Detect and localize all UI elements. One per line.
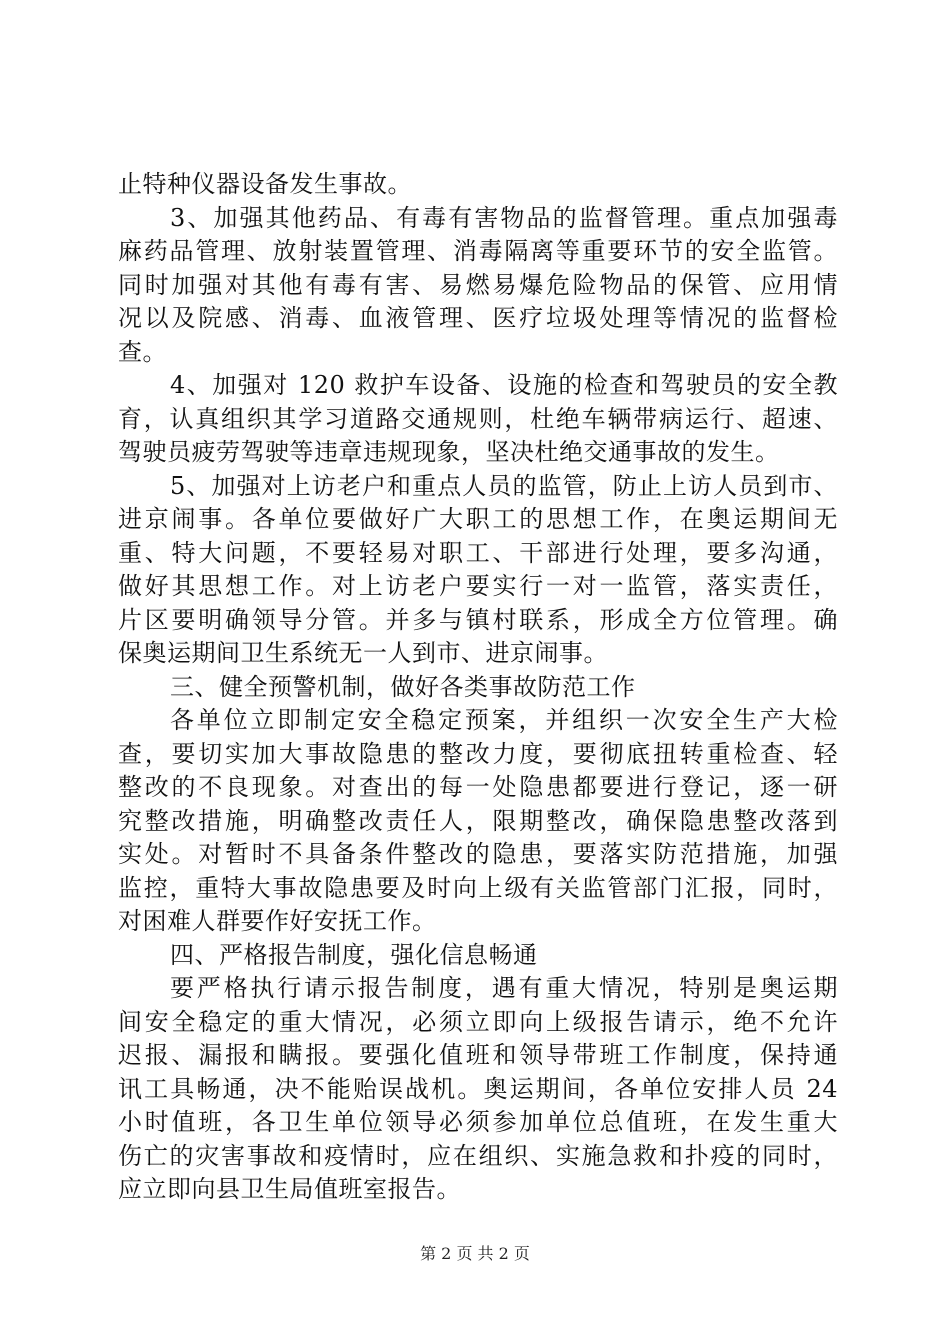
text-line: 四、严格报告制度，强化信息畅通 bbox=[170, 940, 538, 969]
text-line: 讯工具畅通，决不能贻误战机。奥运期间，各单位安排人员 24 bbox=[118, 1074, 838, 1103]
text-line: 各单位立即制定安全稳定预案，并组织一次安全生产大检 bbox=[170, 706, 838, 734]
text-line: 麻药品管理、放射装置管理、消毒隔离等重要环节的安全监管。 bbox=[118, 237, 838, 265]
text-line: 同时加强对其他有毒有害、易燃易爆危险物品的保管、应用情 bbox=[118, 270, 838, 299]
text-line: 应立即向县卫生局值班室报告。 bbox=[118, 1175, 461, 1203]
text-line: 育，认真组织其学习道路交通规则，杜绝车辆带病运行、超速、 bbox=[118, 404, 838, 433]
text-line: 况以及院感、消毒、血液管理、医疗垃圾处理等情况的监督检 bbox=[118, 304, 838, 332]
text-line: 4、加强对 120 救护车设备、设施的检查和驾驶员的安全教 bbox=[170, 371, 838, 399]
text-line: 监控，重特大事故隐患要及时向上级有关监管部门汇报，同时， bbox=[118, 873, 838, 902]
text-line: 止特种仪器设备发生事故。 bbox=[118, 170, 412, 198]
text-line: 片区要明确领导分管。并多与镇村联系，形成全方位管理。确 bbox=[118, 605, 838, 634]
page-footer: 第 2 页 共 2 页 bbox=[420, 1244, 530, 1263]
text-line: 小时值班，各卫生单位领导必须参加单位总值班，在发生重大 bbox=[118, 1108, 838, 1136]
text-line: 三、健全预警机制，做好各类事故防范工作 bbox=[170, 672, 636, 701]
text-line: 5、加强对上访老户和重点人员的监管，防止上访人员到市、 bbox=[170, 471, 838, 500]
text-line: 整改的不良现象。对查出的每一处隐患都要进行登记，逐一研 bbox=[118, 773, 838, 801]
document-body bbox=[118, 168, 838, 1207]
text-line: 查。 bbox=[118, 337, 167, 366]
text-line: 要严格执行请示报告制度，遇有重大情况，特别是奥运期 bbox=[170, 974, 838, 1002]
text-line: 查，要切实加大事故隐患的整改力度，要彻底扭转重检查、轻 bbox=[118, 739, 838, 768]
text-line: 重、特大问题，不要轻易对职工、干部进行处理，要多沟通， bbox=[118, 538, 838, 567]
text-line: 究整改措施，明确整改责任人，限期整改，确保隐患整改落到 bbox=[118, 806, 838, 835]
text-line: 间安全稳定的重大情况，必须立即向上级报告请示，绝不允许 bbox=[118, 1007, 838, 1036]
text-line: 保奥运期间卫生系统无一人到市、进京闹事。 bbox=[118, 639, 608, 667]
text-line: 做好其思想工作。对上访老户要实行一对一监管，落实责任， bbox=[118, 572, 838, 600]
text-line: 实处。对暂时不具备条件整改的隐患，要落实防范措施，加强 bbox=[118, 840, 838, 868]
text-line: 伤亡的灾害事故和疫情时，应在组织、实施急救和扑疫的同时， bbox=[118, 1141, 838, 1170]
text-line: 3、加强其他药品、有毒有害物品的监督管理。重点加强毒 bbox=[170, 203, 838, 232]
text-line: 迟报、漏报和瞒报。要强化值班和领导带班工作制度，保持通 bbox=[118, 1041, 838, 1069]
text-line: 进京闹事。各单位要做好广大职工的思想工作，在奥运期间无 bbox=[118, 505, 838, 533]
text-line: 驾驶员疲劳驾驶等违章违规现象，坚决杜绝交通事故的发生。 bbox=[118, 438, 780, 466]
text-line: 对困难人群要作好安抚工作。 bbox=[118, 907, 437, 935]
